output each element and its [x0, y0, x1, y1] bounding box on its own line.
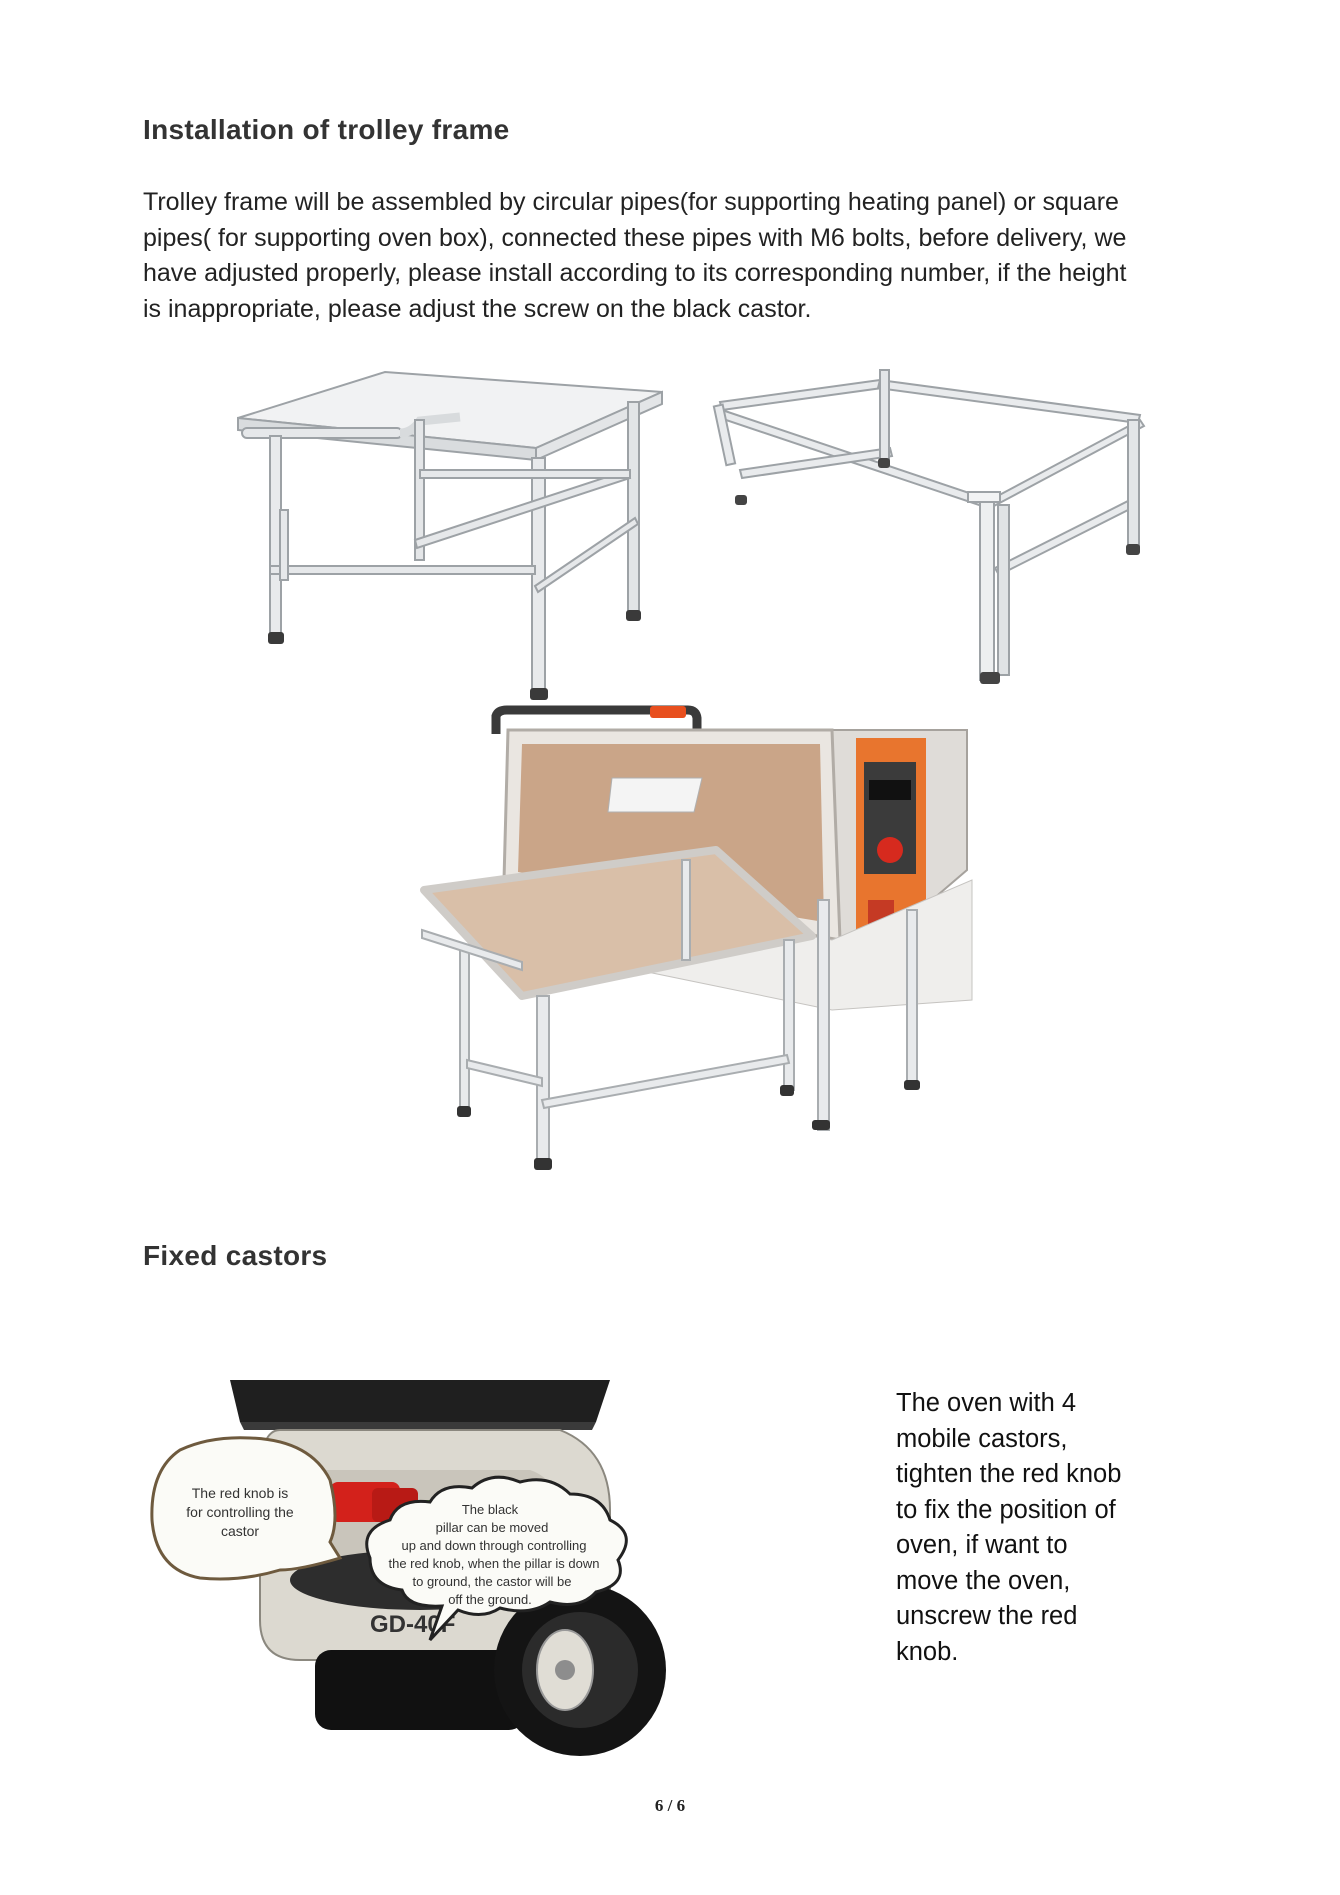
oven-frame-photo: [710, 360, 1150, 680]
section-heading-trolley: Installation of trolley frame: [143, 114, 510, 145]
callout-black-line: to ground, the castor will be: [412, 1574, 572, 1589]
callout-red-line: castor: [220, 1523, 260, 1539]
oven-with-trolley-photo: [412, 700, 982, 1170]
trolley-paragraph: [143, 185, 1213, 327]
paragraph-line: have adjusted properly, please install according to its corresponding number, if the height: [143, 259, 1127, 287]
description-line: knob.: [896, 1637, 959, 1666]
paragraph-line: pipes( for supporting oven box), connected these pipes with M6 bolts, before delivery, we: [143, 223, 1127, 252]
page-number: 6 / 6: [654, 1796, 686, 1815]
callout-black-line: pillar can be moved: [435, 1520, 549, 1535]
description-line: tighten the red knob: [896, 1460, 1122, 1488]
castor-model-label: GD-40F: [370, 1611, 456, 1638]
description-line: The oven with 4: [896, 1389, 1077, 1417]
callout-red-line: The red knob is: [191, 1485, 289, 1501]
paragraph-line: is inappropriate, please adjust the screw on the black castor.: [143, 294, 812, 323]
description-line: oven, if want to: [896, 1531, 1068, 1559]
castor-description: [896, 1386, 1156, 1670]
section-heading-castors: Fixed castors: [143, 1240, 328, 1271]
castor-photo: [140, 1370, 740, 1770]
description-line: to fix the position of: [896, 1495, 1116, 1524]
callout-black-line: the red knob, when the pillar is down: [388, 1556, 600, 1571]
callout-black-line: off the ground.: [448, 1592, 532, 1607]
paragraph-line: Trolley frame will be assembled by circular pipes(for supporting heating panel) or square: [143, 188, 1119, 216]
table-frame-photo: [230, 360, 670, 690]
callout-black-line: The black: [461, 1502, 519, 1517]
description-line: mobile castors,: [896, 1424, 1068, 1453]
description-line: move the oven,: [896, 1566, 1071, 1595]
callout-black-line: up and down through controlling: [401, 1538, 587, 1553]
red-knob-callout: [152, 1438, 340, 1579]
description-line: unscrew the red: [896, 1602, 1078, 1630]
callout-red-line: for controlling the: [186, 1504, 294, 1520]
